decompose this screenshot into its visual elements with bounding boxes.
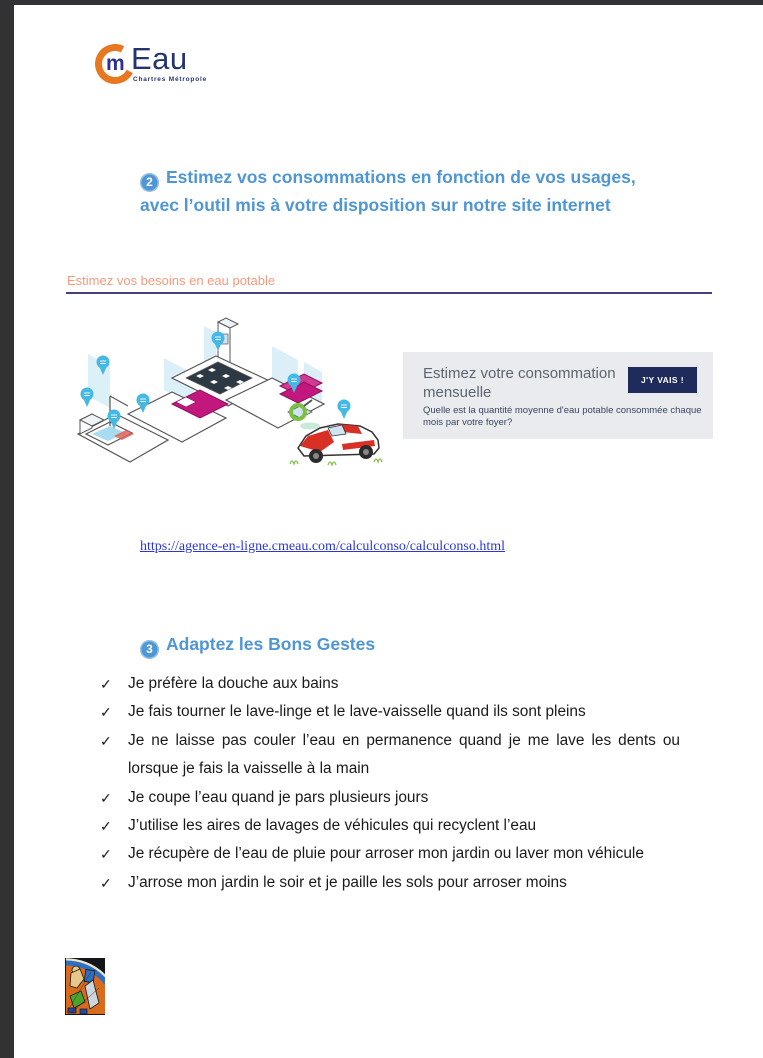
panel-description: Quelle est la quantité moyenne d'eau potable consommée chaque mois par votre foyer? <box>423 405 702 428</box>
checkmark-icon: ✓ <box>100 874 112 891</box>
list-item <box>100 869 680 897</box>
section-3-heading <box>140 631 540 659</box>
panel-title: Estimez votre consommation mensuelle <box>423 365 616 401</box>
top-edge-band <box>0 0 763 5</box>
list-item <box>100 812 680 840</box>
list-item-text: Je ne laisse pas couler l’eau en permanence quand je me lave les dents ou lorsque je fais la vaisselle à la main <box>128 731 680 778</box>
left-edge-band <box>0 0 14 1058</box>
section-2-title: Estimez vos consommations en fonction de vos usages, avec l’outil mis à votre disposition sur notre site internet <box>140 167 636 215</box>
list-item <box>100 698 680 726</box>
consumption-panel <box>403 352 713 439</box>
list-item-text: J’utilise les aires de lavages de véhicules qui recyclent l’eau <box>128 817 537 835</box>
checkmark-icon: ✓ <box>100 732 112 749</box>
checkmark-icon: ✓ <box>100 846 112 863</box>
cmeau-logo <box>95 41 207 84</box>
checkmark-icon: ✓ <box>100 789 112 806</box>
logo-m-letter: m <box>105 51 125 75</box>
list-item <box>100 840 680 868</box>
tab-estimez-besoins: Estimez vos besoins en eau potable <box>67 273 276 288</box>
checkmark-icon: ✓ <box>100 818 112 835</box>
checkmark-icon: ✓ <box>100 676 112 692</box>
list-item-text: Je fais tourner le lave-linge et le lave-vaisselle quand ils sont pleins <box>128 703 586 721</box>
good-gestures-list <box>100 670 680 897</box>
list-item-text: Je coupe l’eau quand je pars plusieurs jours <box>128 788 429 806</box>
water-usage-illustration <box>76 316 388 468</box>
logo-eau-text: Eau <box>131 41 188 76</box>
number-3-badge: 3 <box>140 640 159 659</box>
stained-glass-image <box>65 958 105 1015</box>
checkmark-icon: ✓ <box>100 704 112 721</box>
list-item-text: J’arrose mon jardin le soir et je paille les sols pour arroser moins <box>128 873 567 891</box>
calculconso-link[interactable]: https://agence-en-ligne.cmeau.com/calculconso/calculconso.html <box>140 539 506 554</box>
jy-vais-button[interactable]: J'Y VAIS ! <box>628 367 697 393</box>
tab-underline-rule <box>66 292 712 294</box>
section-2-heading <box>140 164 672 219</box>
list-item <box>100 784 680 812</box>
list-item-text: Je récupère de l’eau de pluie pour arroser mon jardin ou laver mon véhicule <box>128 845 644 863</box>
logo-caption: Chartres Métropole <box>133 76 207 83</box>
list-item <box>100 727 680 784</box>
number-2-badge: 2 <box>140 173 159 192</box>
list-item <box>100 670 680 698</box>
car <box>290 424 382 465</box>
list-item-text: Je préfère la douche aux bains <box>128 675 339 692</box>
section-3-title: Adaptez les Bons Gestes <box>166 634 376 654</box>
